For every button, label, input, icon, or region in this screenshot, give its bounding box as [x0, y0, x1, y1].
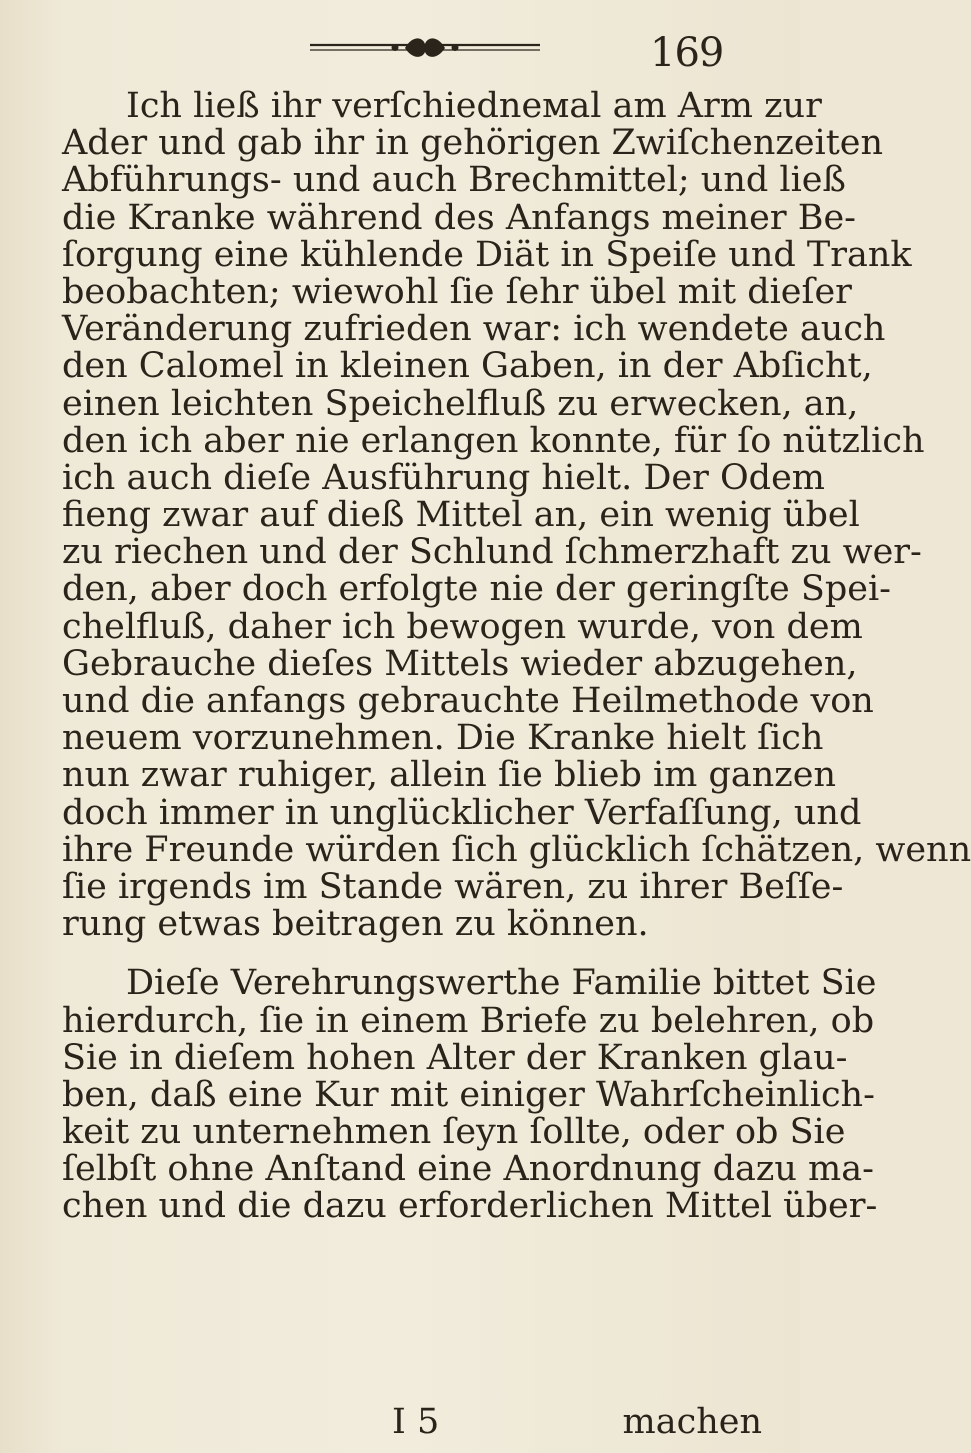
text-line: Gebrauche dieſes Mittels wieder abzugehen,	[62, 643, 858, 684]
text-line: den Calomel in kleinen Gaben, in der Abſicht,	[62, 346, 873, 387]
text-line: ſorgung eine kühlende Diät in Speiſe und Trank	[62, 234, 912, 275]
text-line: und die anfangs gebrauchte Heilmethode von	[62, 681, 874, 721]
text-line: Dieſe Verehrungswerthe Familie bittet Sie	[126, 963, 877, 1004]
text-line: ihre Freunde würden ſich glücklich ſchätzen, wenn	[62, 829, 971, 870]
text-line: den, aber doch erfolgte nie der geringſte Spei-	[62, 569, 891, 610]
text-line: den ich aber nie erlangen konnte, für ſo nützlich	[62, 420, 925, 461]
text-line: hierdurch, ſie in einem Briefe zu belehren, ob	[62, 1000, 875, 1041]
text-line: einen leichten Speichelfluß zu erwecken, an,	[62, 383, 859, 424]
text-line: rung etwas beitragen zu können.	[62, 904, 649, 945]
text-line: ben, daß eine Kur mit einiger Wahrſcheinlich-	[62, 1074, 875, 1115]
text-line: keit zu unternehmen ſeyn ſollte, oder ob Sie	[62, 1112, 846, 1153]
text-line: Sie in dieſem hohen Alter der Kranken glau-	[62, 1037, 848, 1078]
page-header	[0, 22, 800, 82]
text-line: ſie irgends im Stande wären, zu ihrer Beſſe-	[62, 866, 844, 907]
text-line: beobachten; wiewohl ſie ſehr übel mit dieſer	[62, 271, 852, 312]
page-number: 169	[650, 30, 724, 76]
text-line: neuem vorzunehmen. Die Kranke hielt ſich	[62, 718, 824, 759]
catchword: machen	[622, 1402, 762, 1442]
page-footer	[62, 1402, 762, 1442]
text-line: ſelbſt ohne Anſtand eine Anordnung dazu ma-	[62, 1149, 874, 1190]
text-line: Abführungs- und auch Brechmittel; und ließ	[62, 160, 846, 201]
signature-mark: I 5	[392, 1402, 440, 1442]
text-line: zu riechen und der Schlund ſchmerzhaft zu wer-	[62, 532, 922, 573]
text-line: Veränderung zufrieden war: ich wendete auch	[62, 309, 886, 350]
text-line: chen und die dazu erforderlichen Mittel über-	[62, 1186, 878, 1227]
text-line: ich auch dieſe Ausführung hielt. Der Odem	[62, 457, 825, 498]
printer-ornament-icon	[300, 32, 550, 62]
text-line: die Kranke während des Anfangs meiner Be-	[62, 197, 856, 238]
text-line: nun zwar ruhiger, allein ſie blieb im ganzen	[62, 755, 836, 796]
paragraph	[62, 86, 971, 945]
text-line: Ader und gab ihr in gehörigen Zwiſchenzeiten	[62, 123, 884, 164]
text-line: chelfluß, daher ich bewogen wurde, von dem	[62, 606, 863, 647]
text-line: doch immer in unglücklicher Verfaſſung, und	[62, 792, 862, 833]
text-line: fieng zwar auf dieß Mittel an, ein wenig übel	[62, 495, 860, 536]
paragraph	[62, 963, 878, 1227]
text-line: Ich ließ ihr verſchiedneмal am Arm zur	[126, 86, 822, 126]
body-text	[62, 86, 971, 1227]
